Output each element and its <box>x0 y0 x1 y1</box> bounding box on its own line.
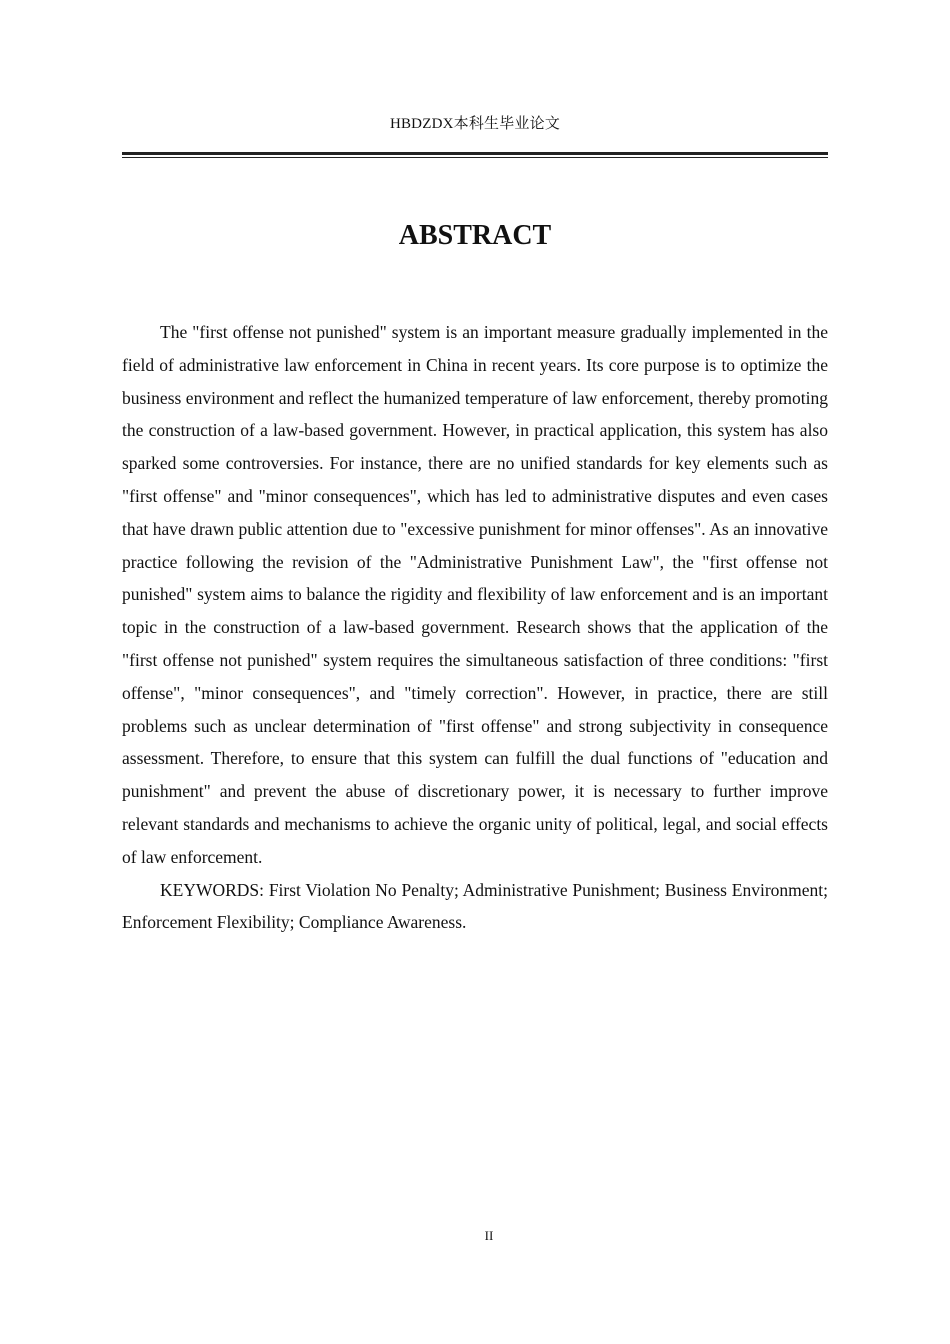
page-number: II <box>484 1228 494 1243</box>
abstract-heading: ABSTRACT <box>398 220 552 251</box>
header-rule-thin <box>122 157 828 158</box>
abstract-paragraph: The "first offense not punished" system is an important measure gradually implemented in the field of administrative law enforcement in China in recent years. Its core purpose is to optimize the business environment and reflect the humanized temperature of law enforcement, thereby promoting the construction of a law-based government. However, in practical application, this system has also sparked some controversies. For instance, there are no unified standards for key elements such as "first offense" and "minor consequences", which has led to administrative disputes and even cases that have drawn public attention due to "excessive punishment for minor offenses". As an innovative practice following the revision of the "Administrative Punishment Law", the "first offense not punished" system aims to balance the rigidity and flexibility of law enforcement and is an important topic in the construction of a law-based government. Research shows that the application of the "first offense not punished" system requires the simultaneous satisfaction of three conditions: "first offense", "minor consequences", and "timely correction". However, in practice, there are still problems such as unclear determination of "first offense" and strong subjectivity in consequence assessment. Therefore, to ensure that this system can fulfill the dual functions of "education and punishment" and prevent the abuse of discretionary power, it is necessary to further improve relevant standards and mechanisms to achieve the organic unity of political, legal, and social effects of law enforcement. <box>122 322 828 867</box>
keywords-paragraph: KEYWORDS: First Violation No Penalty; Administrative Punishment; Business Environment; Enforcement Flexibility; Compliance Awareness. <box>122 879 828 933</box>
header-rule-thick <box>122 152 828 155</box>
abstract-body <box>122 316 828 939</box>
header-rule <box>122 152 828 158</box>
page-header: HBDZDX本科生毕业论文 <box>389 116 561 132</box>
